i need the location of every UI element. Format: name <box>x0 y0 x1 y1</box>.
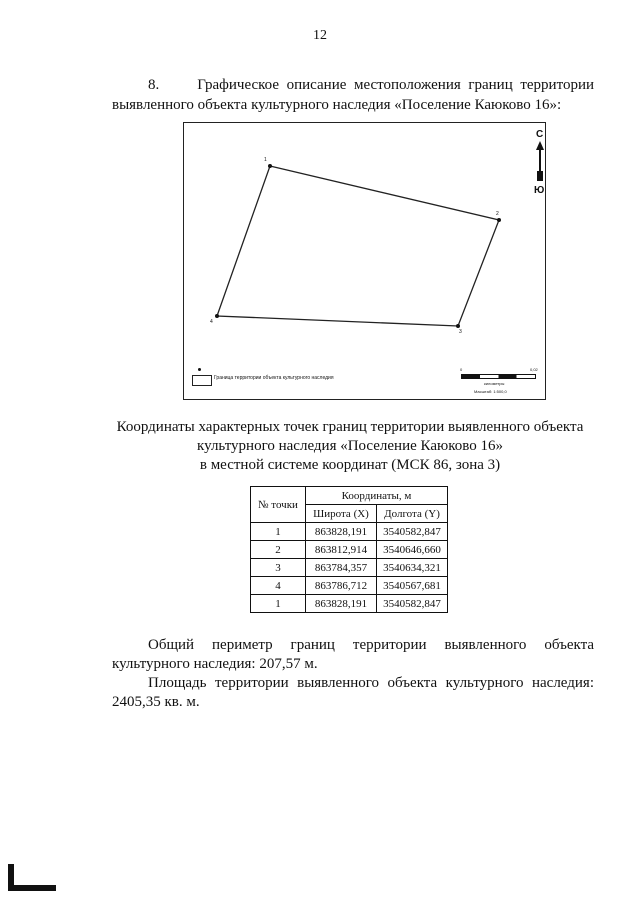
coordinates-title-line1: Координаты характерных точек границ территории выявленного объекта <box>116 419 584 435</box>
cell-x: 863786,712 <box>306 577 377 595</box>
boundary-map <box>183 122 546 400</box>
boundary-point-2 <box>497 218 501 222</box>
area-text: Площадь территории выявленного объекта культурного наследия: 2405,35 кв. м. <box>112 675 594 710</box>
cell-y: 3540582,847 <box>377 595 448 613</box>
cell-point: 1 <box>251 595 306 613</box>
boundary-point-3 <box>456 324 460 328</box>
scale-unit: километры <box>484 381 505 386</box>
area-paragraph <box>112 674 594 712</box>
perimeter-paragraph <box>112 636 594 674</box>
header-longitude: Долгота (Y) <box>377 505 448 523</box>
cell-y: 3540567,681 <box>377 577 448 595</box>
page-number: 12 <box>313 28 327 43</box>
header-latitude: Широта (X) <box>306 505 377 523</box>
cell-y: 3540582,847 <box>377 523 448 541</box>
south-label: Ю <box>534 185 545 196</box>
perimeter-text: Общий периметр границ территории выявленного объекта культурного наследия: 207,57 м. <box>112 637 594 672</box>
legend-text: Граница территории объекта культурного наследия <box>214 375 334 381</box>
legend-swatch <box>192 375 212 386</box>
table-row <box>251 559 448 577</box>
section-text: Графическое описание местоположения границ территории выявленного объекта культурного наследия «Поселение Каюково 16»: <box>112 77 594 113</box>
corner-mark-line <box>8 885 56 891</box>
table-row <box>251 541 448 559</box>
cell-y: 3540634,321 <box>377 559 448 577</box>
table-row <box>251 523 448 541</box>
header-coordinates: Координаты, м <box>306 487 448 505</box>
coordinates-title-line2: культурного наследия «Поселение Каюково 16» <box>197 438 503 454</box>
cell-point: 2 <box>251 541 306 559</box>
boundary-map-svg <box>184 123 546 400</box>
section-number: 8. <box>148 77 160 93</box>
scale-ratio: Масштаб: 1:500,0 <box>474 389 507 394</box>
scale-max: 0,02 <box>530 367 538 372</box>
point-label-4: 4 <box>210 319 213 325</box>
scale-zero: 0 <box>460 367 463 372</box>
legend-marker-icon <box>198 368 201 371</box>
point-label-2: 2 <box>496 211 499 217</box>
point-label-1: 1 <box>264 157 267 163</box>
table-row <box>251 595 448 613</box>
territory-boundary-polygon <box>217 166 499 326</box>
north-arrow-icon <box>536 141 544 181</box>
table-row <box>251 577 448 595</box>
cell-x: 863812,914 <box>306 541 377 559</box>
cell-x: 863828,191 <box>306 523 377 541</box>
section-heading <box>112 75 594 115</box>
header-point-number: № точки <box>251 487 306 523</box>
boundary-point-1 <box>268 164 272 168</box>
cell-point: 4 <box>251 577 306 595</box>
coordinates-table <box>250 486 448 613</box>
cell-y: 3540646,660 <box>377 541 448 559</box>
coordinates-title-line3: в местной системе координат (МСК 86, зона 3) <box>199 457 501 473</box>
table-header-row <box>251 487 448 505</box>
cell-point: 3 <box>251 559 306 577</box>
point-label-3: 3 <box>459 329 462 335</box>
coordinates-title <box>100 418 600 475</box>
cell-x: 863828,191 <box>306 595 377 613</box>
boundary-point-4 <box>215 314 219 318</box>
cell-point: 1 <box>251 523 306 541</box>
cell-x: 863784,357 <box>306 559 377 577</box>
north-label: С <box>536 129 544 140</box>
scale-bar <box>461 374 536 379</box>
